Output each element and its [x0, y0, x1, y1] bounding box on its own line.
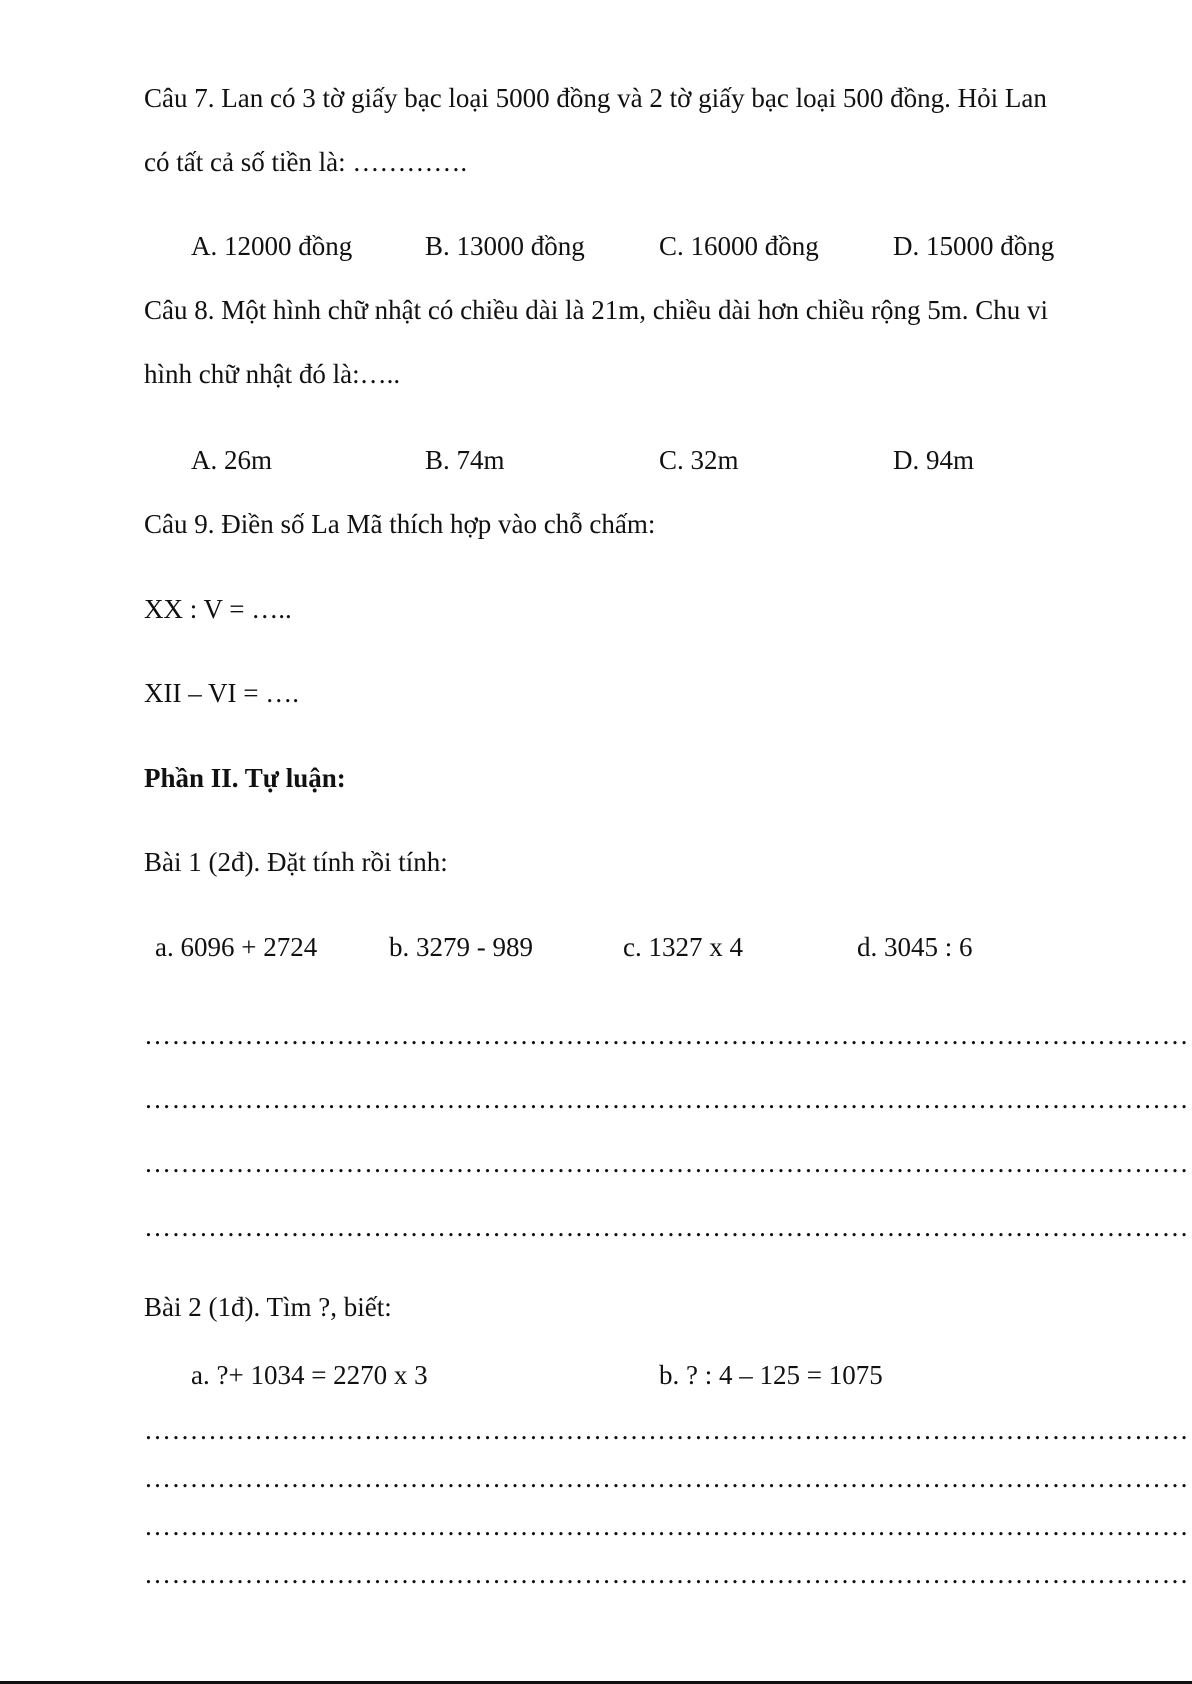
bai1-answer-line: ……………………………………………………………………………………………………: [144, 1084, 1189, 1114]
bai1-item-a: a. 6096 + 2724: [155, 932, 318, 962]
q7-option-d: D. 15000 đồng: [893, 231, 1055, 261]
bai1-item-b: b. 3279 - 989: [389, 932, 533, 962]
bai1-item-d: d. 3045 : 6: [857, 932, 973, 962]
q8-line-1: Câu 8. Một hình chữ nhật có chiều dài là 21m, chiều dài hơn chiều rộng 5m. Chu vi: [144, 295, 1048, 325]
bai2-answer-line: ……………………………………………………………………………………………………: [144, 1463, 1189, 1493]
bai2-answer-line: ……………………………………………………………………………………………………: [144, 1511, 1189, 1541]
q7-option-a: A. 12000 đồng: [191, 231, 353, 261]
q8-line-2: hình chữ nhật đó là:…..: [144, 359, 401, 389]
part2-heading: Phần II. Tự luận:: [144, 763, 346, 793]
q8-option-a: A. 26m: [191, 445, 272, 475]
bai2-item-a: a. ?+ 1034 = 2270 x 3: [191, 1360, 428, 1390]
bai1-item-c: c. 1327 x 4: [623, 932, 743, 962]
q8-option-c: C. 32m: [659, 445, 739, 475]
q9-expr-2: XII – VI = ….: [144, 678, 299, 708]
bai2-answer-line: ……………………………………………………………………………………………………: [144, 1415, 1189, 1445]
bai2-title: Bài 2 (1đ). Tìm ?, biết:: [144, 1292, 392, 1322]
q8-option-d: D. 94m: [893, 445, 974, 475]
q7-line-1: Câu 7. Lan có 3 tờ giấy bạc loại 5000 đồng và 2 tờ giấy bạc loại 500 đồng. Hỏi Lan: [144, 83, 1047, 113]
bai1-answer-line: ……………………………………………………………………………………………………: [144, 1212, 1189, 1242]
bai1-title: Bài 1 (2đ). Đặt tính rồi tính:: [144, 847, 448, 877]
q7-option-c: C. 16000 đồng: [659, 231, 819, 261]
bai2-answer-line: ……………………………………………………………………………………………………: [144, 1559, 1189, 1589]
q7-option-b: B. 13000 đồng: [425, 231, 585, 261]
q8-option-b: B. 74m: [425, 445, 505, 475]
q7-line-2: có tất cả số tiền là: ………….: [144, 147, 468, 177]
q9-expr-1: XX : V = …..: [144, 594, 292, 624]
bai2-item-b: b. ? : 4 – 125 = 1075: [659, 1360, 883, 1390]
bai1-answer-line: ……………………………………………………………………………………………………: [144, 1020, 1189, 1050]
q9-line-1: Câu 9. Điền số La Mã thích hợp vào chỗ chấm:: [144, 509, 656, 539]
bai1-answer-line: ……………………………………………………………………………………………………: [144, 1148, 1189, 1178]
